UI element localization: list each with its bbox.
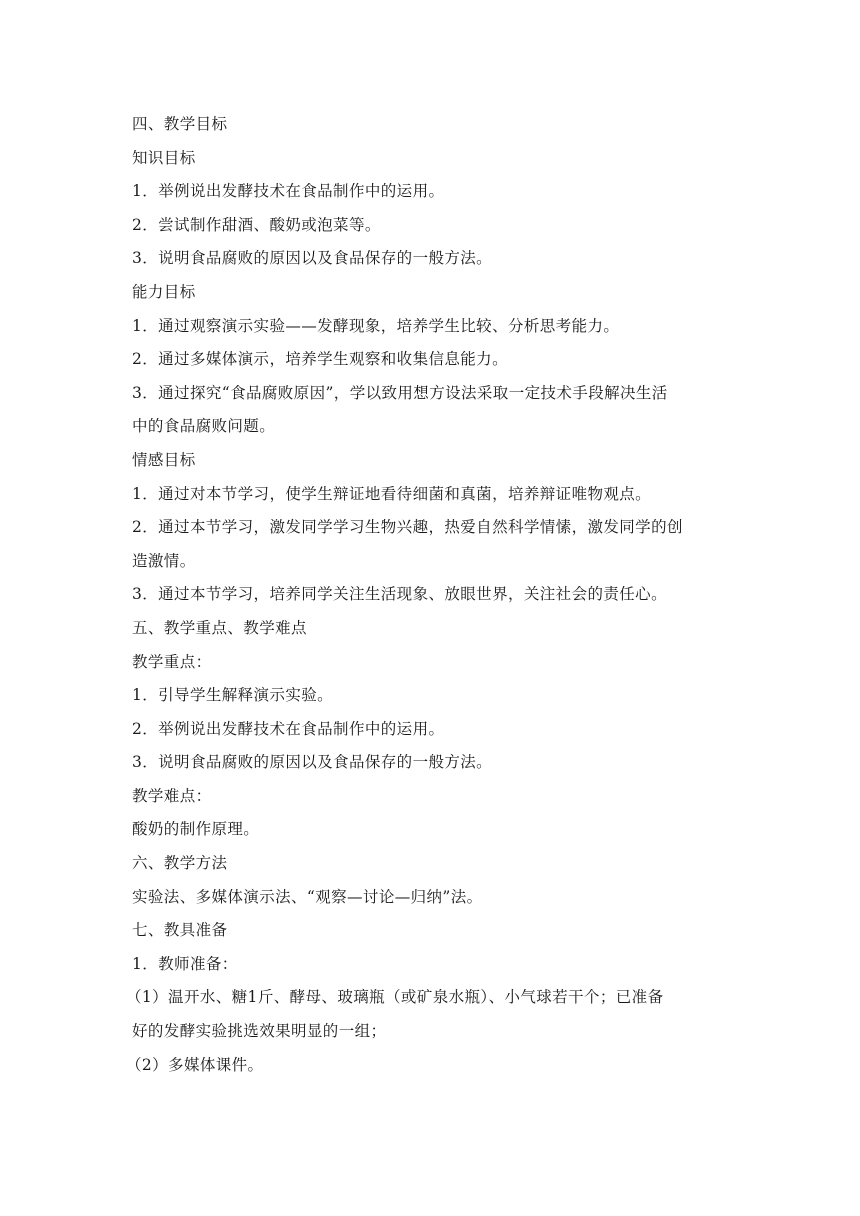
list-item: 2．尝试制作甜酒、酸奶或泡菜等。	[132, 215, 381, 234]
subheading-knowledge-objectives: 知识目标	[132, 148, 196, 167]
list-item: 2．通过本节学习，激发同学学习生物兴趣，热爱自然科学情愫，激发同学的创	[132, 518, 683, 537]
list-item: 1．举例说出发酵技术在食品制作中的运用。	[132, 182, 445, 201]
list-item: 3．说明食品腐败的原因以及食品保存的一般方法。	[132, 249, 493, 268]
section-heading-teaching-objectives: 四、教学目标	[132, 115, 228, 133]
subheading-emotional-objectives: 情感目标	[132, 450, 196, 469]
list-item: 3．通过探究“食品腐败原因”，学以致用想方设法采取一定技术手段解决生活	[132, 383, 668, 402]
subheading-difficult-points: 教学难点：	[132, 786, 212, 805]
list-item: 3．说明食品腐败的原因以及食品保存的一般方法。	[132, 753, 493, 772]
list-item: 1．通过观察演示实验——发酵现象，培养学生比较、分析思考能力。	[132, 316, 620, 335]
paragraph: 酸奶的制作原理。	[132, 820, 260, 839]
subheading-key-points: 教学重点：	[132, 652, 212, 671]
paragraph: 实验法、多媒体演示法、“观察—讨论—归纳”法。	[132, 887, 483, 906]
list-item: 1．教师准备：	[132, 954, 238, 973]
subheading-ability-objectives: 能力目标	[132, 282, 196, 301]
list-item-continuation: 造激情。	[132, 551, 196, 570]
list-item: 2．举例说出发酵技术在食品制作中的运用。	[132, 719, 445, 738]
sub-list-item: （1）温开水、糖1斤、酵母、玻璃瓶（或矿泉水瓶）、小气球若干个；已准备	[126, 988, 664, 1007]
section-heading-key-difficult-points: 五、教学重点、教学难点	[132, 618, 307, 637]
sub-list-item-continuation: 好的发酵实验挑选效果明显的一组；	[132, 1022, 387, 1041]
document-body	[126, 108, 732, 1082]
sub-list-item: （2）多媒体课件。	[126, 1055, 264, 1074]
list-item: 3．通过本节学习，培养同学关注生活现象、放眼世界，关注社会的责任心。	[132, 585, 667, 604]
list-item: 1．通过对本节学习，使学生辩证地看待细菌和真菌，培养辩证唯物观点。	[132, 484, 652, 503]
list-item: 2．通过多媒体演示，培养学生观察和收集信息能力。	[132, 350, 508, 369]
section-heading-teaching-aids: 七、教具准备	[132, 921, 228, 940]
list-item: 1．引导学生解释演示实验。	[132, 686, 334, 705]
section-heading-teaching-methods: 六、教学方法	[132, 854, 228, 873]
list-item-continuation: 中的食品腐败问题。	[132, 417, 276, 436]
